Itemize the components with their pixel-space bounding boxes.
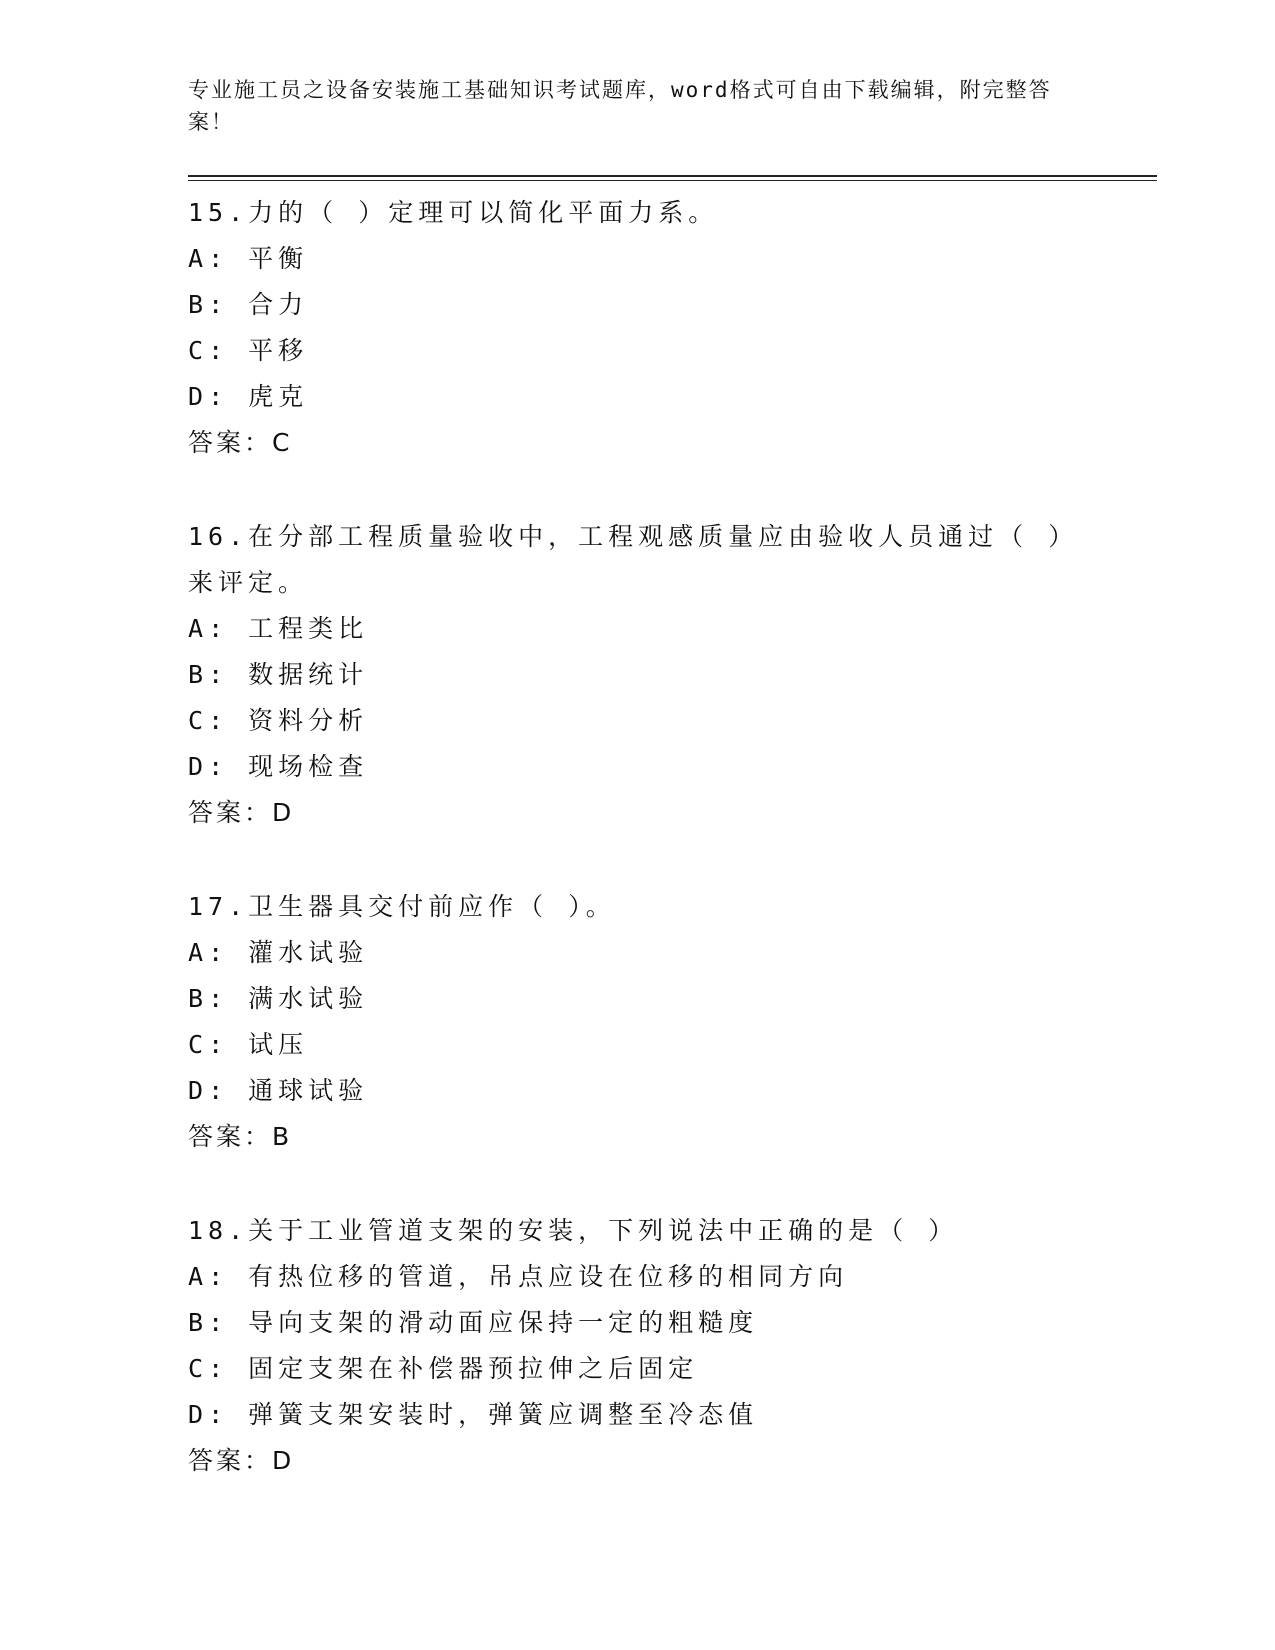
option-c: C: 平移 bbox=[188, 336, 309, 365]
option-letter: A bbox=[188, 244, 209, 273]
option-c: C: 试压 bbox=[188, 1030, 309, 1059]
option-text: 数据统计 bbox=[248, 660, 369, 689]
option-text: 满水试验 bbox=[248, 984, 369, 1013]
option-text: 平移 bbox=[248, 336, 309, 365]
option-b: B: 数据统计 bbox=[188, 660, 369, 689]
option-text: 虎克 bbox=[248, 382, 309, 411]
option-letter: D bbox=[188, 1400, 209, 1429]
option-d: D: 现场检查 bbox=[188, 752, 369, 781]
option-text: 有热位移的管道，吊点应设在位移的相同方向 bbox=[248, 1262, 849, 1291]
option-letter: D bbox=[188, 382, 209, 411]
answer-line bbox=[188, 790, 1088, 836]
option-letter: C bbox=[188, 1030, 209, 1059]
option-letter: C bbox=[188, 706, 209, 735]
question-stem: 18.关于工业管道支架的安装，下列说法中正确的是（ ） bbox=[188, 1216, 959, 1245]
option-a: A: 灌水试验 bbox=[188, 938, 369, 967]
option-letter: B bbox=[188, 290, 209, 319]
option-b: B: 合力 bbox=[188, 290, 309, 319]
option-a: A: 平衡 bbox=[188, 244, 309, 273]
option-text: 资料分析 bbox=[248, 706, 369, 735]
option-text: 固定支架在补偿器预拉伸之后固定 bbox=[248, 1354, 699, 1383]
option-text: 导向支架的滑动面应保持一定的粗糙度 bbox=[248, 1308, 759, 1337]
option-letter: C bbox=[188, 336, 209, 365]
answer-line bbox=[188, 420, 1088, 466]
question-18 bbox=[188, 1208, 1088, 1484]
answer-value: C bbox=[272, 428, 293, 457]
option-letter: C bbox=[188, 1354, 209, 1383]
question-stem: 17.卫生器具交付前应作（ ）。 bbox=[188, 892, 616, 921]
option-text: 现场检查 bbox=[248, 752, 369, 781]
option-c: C: 固定支架在补偿器预拉伸之后固定 bbox=[188, 1354, 699, 1383]
option-letter: A bbox=[188, 938, 209, 967]
option-text: 试压 bbox=[248, 1030, 309, 1059]
option-letter: B bbox=[188, 660, 209, 689]
option-letter: D bbox=[188, 1076, 209, 1105]
option-text: 工程类比 bbox=[248, 614, 369, 643]
answer-value: D bbox=[272, 798, 295, 827]
header-divider bbox=[188, 175, 1157, 181]
answer-value: B bbox=[272, 1122, 293, 1151]
answer-label: 答案： bbox=[188, 798, 273, 827]
option-d: D: 弹簧支架安装时，弹簧应调整至冷态值 bbox=[188, 1400, 759, 1429]
option-text: 合力 bbox=[248, 290, 309, 319]
answer-line bbox=[188, 1114, 1088, 1160]
option-a: A: 有热位移的管道，吊点应设在位移的相同方向 bbox=[188, 1262, 849, 1291]
option-text: 弹簧支架安装时，弹簧应调整至冷态值 bbox=[248, 1400, 759, 1429]
option-a: A: 工程类比 bbox=[188, 614, 369, 643]
question-15 bbox=[188, 190, 1088, 466]
option-letter: B bbox=[188, 984, 209, 1013]
option-b: B: 满水试验 bbox=[188, 984, 369, 1013]
answer-label: 答案： bbox=[188, 428, 273, 457]
option-text: 平衡 bbox=[248, 244, 309, 273]
option-letter: D bbox=[188, 752, 209, 781]
option-text: 通球试验 bbox=[248, 1076, 369, 1105]
option-d: D: 虎克 bbox=[188, 382, 309, 411]
option-letter: B bbox=[188, 1308, 209, 1337]
answer-label: 答案： bbox=[188, 1446, 273, 1475]
question-list bbox=[188, 190, 1088, 1532]
option-letter: A bbox=[188, 614, 209, 643]
option-d: D: 通球试验 bbox=[188, 1076, 369, 1105]
question-16 bbox=[188, 514, 1088, 836]
option-text: 灌水试验 bbox=[248, 938, 369, 967]
answer-line bbox=[188, 1438, 1088, 1484]
question-stem: 16.在分部工程质量验收中，工程观感质量应由验收人员通过（ ）来评定。 bbox=[188, 522, 1066, 597]
answer-label: 答案： bbox=[188, 1122, 273, 1151]
option-letter: A bbox=[188, 1262, 209, 1291]
option-b: B: 导向支架的滑动面应保持一定的粗糙度 bbox=[188, 1308, 759, 1337]
question-17 bbox=[188, 884, 1088, 1160]
question-stem: 15.力的（ ）定理可以简化平面力系。 bbox=[188, 198, 719, 227]
answer-value: D bbox=[272, 1446, 295, 1475]
option-c: C: 资料分析 bbox=[188, 706, 369, 735]
document-header: 专业施工员之设备安装施工基础知识考试题库，word格式可自由下载编辑，附完整答案！ bbox=[188, 78, 1052, 134]
